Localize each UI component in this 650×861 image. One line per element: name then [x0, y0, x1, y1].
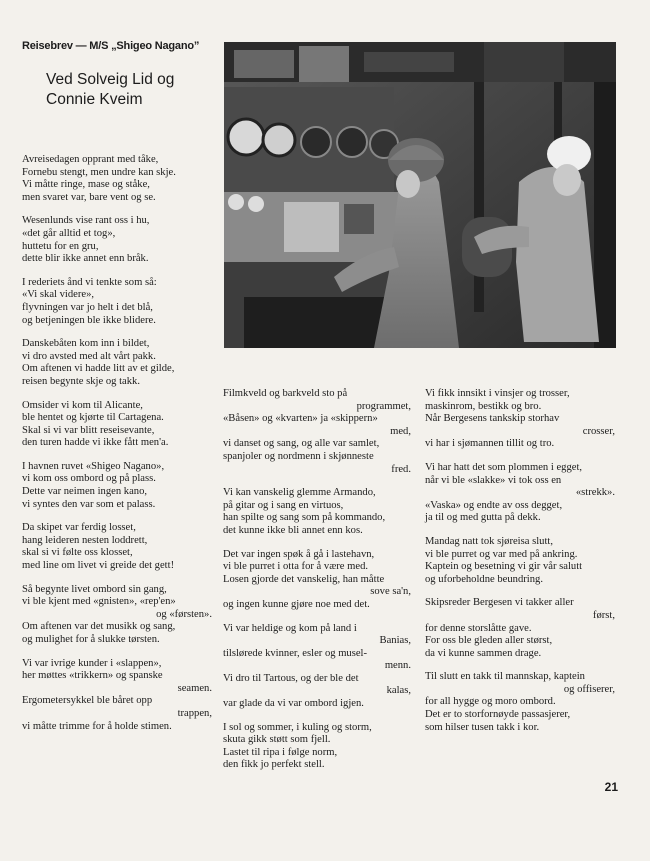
poem-line: Vi var ivrige kunder i «slappen», — [22, 657, 162, 669]
stanza — [22, 277, 212, 327]
poem-line: Dette var neimen ingen kano, — [22, 486, 148, 498]
poem-line: for denne storslåtte gave. — [425, 622, 532, 634]
poem-line: Det var ingen spøk å gå i lastehavn, — [223, 548, 375, 560]
poem-line: og «førsten». — [156, 608, 212, 620]
poem-line: Vi har hatt det som plommen i egget, — [425, 461, 583, 473]
poem-line: Ergometersykkel ble båret opp — [22, 695, 153, 707]
poem-line: vi ble purret i otta for å være med. — [223, 561, 369, 573]
poem-line: vi måtte trimme for å holde stimen. — [22, 720, 172, 732]
poem-line: vi ble kjent med «gnisten», «rep'en» — [22, 596, 176, 608]
poem-line: hang leideren nesten loddrett, — [22, 534, 148, 546]
poem-line: trappen, — [177, 707, 212, 719]
stanza — [425, 597, 615, 660]
poem-line: først, — [592, 609, 615, 621]
stanza — [22, 584, 212, 647]
poem-line: da vi kunne sammen drage. — [425, 647, 542, 659]
stanza — [22, 338, 212, 388]
poem-line: Da skipet var ferdig losset, — [22, 522, 136, 534]
poem-line: I havnen ruvet «Shigeo Nagano», — [22, 460, 165, 472]
poem-line: den fikk jo perfekt stell. — [223, 759, 325, 771]
poem-line: Skal si vi var blitt reseisevante, — [22, 424, 155, 436]
poem-line: Wesenlunds vise rant oss i hu, — [22, 215, 150, 227]
poem-line: Fornebu stengt, men undre kan skje. — [22, 166, 176, 178]
byline-line-2: Connie Kveim — [46, 91, 143, 108]
poem-column-2 — [223, 388, 411, 783]
poem-line: For oss ble gleden aller størst, — [425, 635, 553, 647]
poem-line: programmet, — [356, 400, 411, 412]
poem-column-1 — [22, 154, 212, 744]
stanza — [425, 462, 615, 525]
poem-line: ja til og med gutta på dekk. — [425, 512, 541, 524]
poem-line: «strekk». — [575, 487, 615, 499]
poem-line: han spilte og sang som på kommando, — [223, 512, 386, 524]
poem-line: Skipsreder Bergesen vi takker aller — [425, 597, 574, 609]
poem-line: Filmkveld og barkveld sto på — [223, 388, 348, 399]
poem-line: og offiserer, — [563, 683, 615, 695]
poem-line: Banias, — [379, 635, 411, 647]
poem-line: på gitar og i sang en virtuos, — [223, 499, 344, 511]
poem-line: vi syntes den var som et palass. — [22, 498, 156, 510]
stanza — [223, 388, 411, 476]
engine-room-photo — [224, 42, 616, 348]
poem-line: vi har i sjømannen tillit og tro. — [425, 438, 555, 450]
stanza — [22, 154, 212, 204]
poem-line: seamen. — [177, 682, 212, 694]
poem-line: Kaptein og besetning vi gir vår salutt — [425, 561, 583, 573]
poem-line: dette blir ikke annet enn bråk. — [22, 253, 149, 265]
poem-line: for all hygge og moro ombord. — [425, 696, 556, 708]
poem-line: her møttes «trikkern» og spanske — [22, 670, 163, 682]
poem-line: når vi ble «slakke» vi tok oss en — [425, 474, 562, 486]
poem-line: Vi måtte ringe, mase og ståke, — [22, 179, 150, 191]
stanza — [223, 623, 411, 711]
poem-line: og betjeningen ble ikke blidere. — [22, 314, 156, 326]
poem-line: Vi kan vanskelig glemme Armando, — [223, 487, 376, 499]
byline-line-1: Ved Solveig Lid og — [46, 71, 175, 88]
poem-line: det kunne ikke bli annet enn kos. — [223, 524, 363, 536]
poem-line: med line om livet vi greide det gett! — [22, 560, 175, 572]
poem-line: vi danset og sang, og alle var samlet, — [223, 438, 380, 450]
article-header: Reisebrev — M/S „Shigeo Nagano” — [22, 40, 200, 52]
poem-line: Når Bergesens tankskip storhav — [425, 413, 560, 425]
stanza — [223, 549, 411, 612]
poem-line: sove sa'n, — [370, 586, 411, 598]
poem-line: vi ble purret og var med på ankring. — [425, 548, 578, 560]
stanza — [22, 215, 212, 265]
poem-line: flyvningen var jo helt i det blå, — [22, 301, 153, 313]
poem-line: med, — [390, 425, 411, 437]
poem-line: reisen begynte skje og takk. — [22, 375, 140, 387]
poem-line: fred. — [391, 463, 411, 475]
poem-line: Om aftenen vi hadde litt av et gilde, — [22, 363, 175, 375]
poem-line: skal si vi følte oss klosset, — [22, 547, 133, 559]
stanza — [425, 388, 615, 451]
poem-line: ble hentet og kjørte til Cartagena. — [22, 412, 164, 424]
byline — [46, 70, 226, 110]
poem-line: Vi dro til Tartous, og der ble det — [223, 672, 359, 684]
poem-line: Det er to storfornøyde passasjerer, — [425, 709, 571, 721]
poem-line: Lastet til ripa i følge norm, — [223, 746, 338, 758]
stanza — [22, 658, 212, 734]
poem-line: Omsider vi kom til Alicante, — [22, 399, 143, 411]
poem-line: vi dro avsted med alt vårt pakk. — [22, 350, 156, 362]
poem-line: og mulighet for å slukke tørsten. — [22, 634, 160, 645]
stanza — [22, 461, 212, 511]
poem-line: Losen gjorde det vanskelig, han måtte — [223, 573, 385, 585]
poem-line: menn. — [384, 660, 411, 672]
poem-line: Avreisedagen opprant med tåke, — [22, 154, 159, 165]
poem-line: spanjoler og nordmenn i skjønneste — [223, 450, 374, 462]
poem-line: «Båsen» og «kvarten» ja «skippern» — [223, 413, 378, 425]
engine-room-photo-graphic — [224, 42, 616, 348]
poem-line: og uforbeholdne beundring. — [425, 573, 543, 585]
stanza — [425, 671, 615, 734]
poem-line: «Vaska» og endte av oss degget, — [425, 499, 563, 511]
poem-line: Vi var heldige og kom på land i — [223, 622, 357, 634]
poem-line: skuta gikk støtt som fjell. — [223, 734, 331, 746]
poem-line: Til slutt en takk til mannskap, kaptein — [425, 671, 585, 683]
poem-line: Vi fikk innsikt i vinsjer og trosser, — [425, 388, 570, 399]
poem-line: maskinrom, bestikk og bro. — [425, 400, 542, 412]
poem-line: Så begynte livet ombord sin gang, — [22, 583, 167, 595]
stanza — [223, 722, 411, 772]
poem-line: Om aftenen var det musikk og sang, — [22, 621, 176, 633]
poem-line: huttetu for en gru, — [22, 240, 99, 252]
poem-column-3 — [425, 388, 615, 745]
poem-line: og ingen kunne gjøre noe med det. — [223, 598, 370, 610]
poem-line: men svaret var, bare vent og se. — [22, 191, 156, 203]
stanza — [425, 536, 615, 586]
poem-line: I sol og sommer, i kuling og storm, — [223, 721, 372, 733]
poem-line: «Vi skal videre», — [22, 289, 95, 301]
poem-line: I rederiets ånd vi tenkte som så: — [22, 276, 157, 288]
poem-line: tilslørede kvinner, esler og musel- — [223, 647, 368, 659]
poem-line: som hilser tusen takk i kor. — [425, 721, 540, 733]
stanza — [22, 400, 212, 450]
poem-line: Mandag natt tok sjøreisa slutt, — [425, 535, 553, 547]
poem-line: kalas, — [386, 685, 411, 697]
page-number: 21 — [604, 780, 618, 794]
poem-line: crosser, — [582, 425, 615, 437]
poem-line: vi kom oss ombord og på plass. — [22, 473, 156, 485]
stanza — [223, 487, 411, 537]
poem-line: den turen hadde vi ikke fått men'a. — [22, 437, 169, 449]
stanza — [22, 522, 212, 572]
poem-line: var glade da vi var ombord igjen. — [223, 698, 364, 710]
poem-line: «det går alltid et tog», — [22, 227, 116, 239]
poem-line: Danskebåten kom inn i bildet, — [22, 338, 150, 350]
